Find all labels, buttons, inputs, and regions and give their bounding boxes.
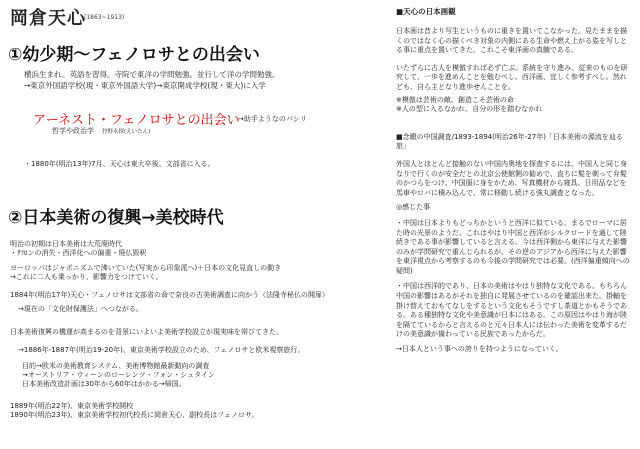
text-line: →東京外国語学校(現・東京外国語大学)→東京開成学校(現・東大)に入学 bbox=[24, 81, 266, 90]
text-line: →1886年-1887年(明治19-20年)、東京美術学校設立のため、フェノロサと欧米視察旅行。 bbox=[18, 346, 305, 354]
paragraph: 外国人とほとんど接触のない中国内奥地を探査するには、中国人と同じ身なりで行くのが安全だとの北京公使館側の勧めで、直ちに髪を剃って弁髪のかつらをつけ、中国服に身をかため、写真機材から寝具、日用品などを馬車やロバに積み込んで、常に移動し続ける強丸調査となった。 bbox=[396, 159, 627, 197]
text-line: 日本美術改造計画は30年から60年はかかる→帰国。 bbox=[22, 380, 186, 388]
text-line: ヨーロッパはジャポニズムで沸いていた(写実から印象派へ)＋日本の文化見直しの動き bbox=[10, 264, 282, 272]
section2-heading: ②日本美術の復興→美校時代 bbox=[8, 208, 224, 228]
section2-block6 bbox=[22, 362, 215, 389]
text-line: ・ｻﾌﾛンの消失・西洋化への偏重・廃仏毀釈 bbox=[10, 249, 147, 257]
section2-block2 bbox=[10, 264, 281, 282]
text-line: 1890年(明治23年)、東京美術学校初代校長に岡倉天心、副校長はフェノロサ。 bbox=[10, 411, 259, 419]
paragraph: ◎感じた事 bbox=[396, 203, 431, 212]
section2-block4 bbox=[10, 328, 283, 337]
section2-block1 bbox=[10, 240, 147, 258]
right-section1-title: ■天心の日本画観 bbox=[396, 7, 456, 16]
text-line: 明治の初期は日本美術は大荒廃時代 bbox=[10, 240, 122, 248]
paragraph: いたずらに古人を模倣すれば必ず亡ぶ。系統を守り進み、従来のものを研究して、一歩を進めんことを勉むべし。西洋画、宜しく参考すべし。然れども、自ら主となり進歩せんことを。 bbox=[396, 63, 628, 91]
fenollosa-note: →助手ようなのパシリ bbox=[238, 115, 307, 123]
text-line: 1884年(明治17年)天心・フェノロサは文部省の命で奈良の古美術調査に向かう（法隆寺秘仏の開扉） bbox=[10, 291, 329, 299]
paragraph: ※人の型に入るなかれ、自分の形を踏むなかれ bbox=[396, 105, 543, 114]
right-column bbox=[396, 6, 632, 355]
subjects-text: 哲学や政治学 bbox=[52, 127, 94, 135]
section1-intro bbox=[24, 69, 279, 91]
section1-note: ・1880年(明治13年)7月、天心は東大卒後、文部省に入る。 bbox=[24, 160, 215, 168]
text-line: →オーストリア・ウィーンのローレンツ・フォン・シュタイン bbox=[22, 371, 216, 379]
subjects-line bbox=[52, 126, 150, 136]
teacher-text: 狩野永探(えいたん) bbox=[102, 129, 151, 135]
text-line: 目的→欧米の美術教育システム、美術博物館最新動向の調査 bbox=[22, 362, 210, 370]
paragraph: →日本人という事への誇りを持つようになっていく。 bbox=[396, 345, 563, 354]
text-line: 横浜生まれ。英語を習得。寺院で東洋の学問勉強。並行して洋の学問勉強。 bbox=[24, 70, 280, 79]
section2-block3 bbox=[10, 291, 329, 314]
paragraph: 日本画は昔より写生というものに重きを置いてこなかった。見たままを描くのではなく心の描くべき対象の内側にある生命や燃え上がる姿を写しとる事に重点を置いてきた。これこそ東洋画の真髄である。 bbox=[396, 27, 627, 55]
title-years: (1863~1913) bbox=[84, 14, 125, 21]
text-line: →これに二人も乗っかり、影響力をつけていく。 bbox=[10, 273, 163, 281]
section2-block5 bbox=[18, 346, 304, 355]
section2-block7 bbox=[10, 402, 258, 420]
text-line: 1889年(明治22年)、東京美術学校開校 bbox=[10, 402, 134, 410]
right-section2-title: ■念願の中国調査/1893-1894(明治26年-27年)「日本美術の源流を辿る旅」 bbox=[396, 132, 623, 151]
paragraph: ・中国は日本よりもどっちかというと西洋に似ている。まるでローマに居た時の光景のようだ。これはやはり中国と西洋がシルクロードを通して陸続きである事が影響していると言える。今は西洋側から東洋に与えた影響のみが学問研究で重んじられるが、その逆のアジアから西洋に与えた影響を東洋視点から考察するのも今後の学問研究では必要。(西洋偏重傾向への疑問) bbox=[396, 218, 630, 275]
paragraph: ※模倣は芸術の敵、創造こそ芸術の命 bbox=[396, 95, 514, 104]
text-line: 日本美術復興の機運が高まるのを背景にいよいよ美術学校設立が現実味を帯びてきた。 bbox=[10, 328, 283, 336]
fenollosa-highlight: アーネスト・フェノロサとの出会い bbox=[33, 113, 240, 128]
page-title: 岡倉天心 bbox=[10, 8, 86, 29]
paragraph: ・中国は西洋的であり、日本の美術はやはり独特な文化である。もちろん中国の影響はあるがそれを独自に発展させているのを確認出来た。掛軸を掛け替えておもてなしをするという文化もそうですし茶道とかもそうである。ある種独特な文化や美意識が日本にはある。この原因はやはり海が陸を隔てているからと言えるのと元々日本人には伝わった美術を変革するだけの美意識が備わっている民族であったからだ。 bbox=[396, 282, 627, 339]
section1-heading: ①幼少期〜フェノロサとの出会い bbox=[8, 45, 260, 65]
text-line: →現在の「文化財保護法」へつながる。 bbox=[18, 305, 143, 313]
